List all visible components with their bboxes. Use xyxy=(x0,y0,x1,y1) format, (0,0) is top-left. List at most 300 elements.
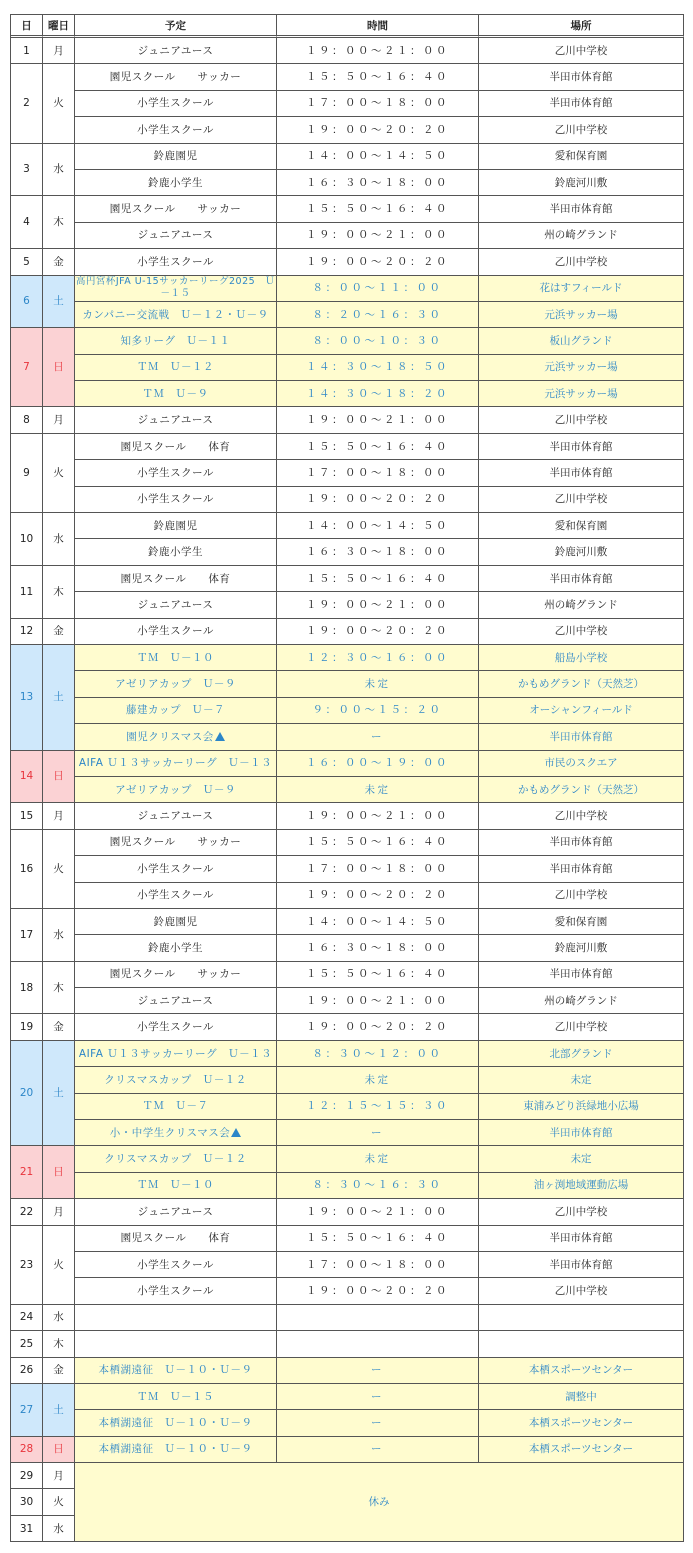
schedule-row xyxy=(11,434,684,460)
schedule-row xyxy=(11,196,684,222)
event-label: 園児スクール 体育 xyxy=(120,572,231,585)
event-cell xyxy=(75,64,277,90)
time-cell xyxy=(277,1331,479,1357)
event-cell xyxy=(75,1278,277,1304)
event-label: AIFA Ｕ１３サッカーリーグ Ｕ－１３ xyxy=(78,757,273,770)
time-cell: 未定 xyxy=(277,1067,479,1093)
place-cell: 半田市体育館 xyxy=(479,856,684,882)
event-label: 鈴鹿園児 xyxy=(153,915,198,928)
event-label: 本栖湖遠征 Ｕ－１０・Ｕ－９ xyxy=(98,1443,253,1456)
event-label: ジュニアユース xyxy=(137,598,214,611)
time-cell: 未定 xyxy=(277,777,479,803)
time-cell: ８：００～１０：３０ xyxy=(277,328,479,354)
schedule-row xyxy=(11,592,684,618)
place-cell: 油ヶ渕地域運動広場 xyxy=(479,1173,684,1199)
time-cell: １５：５０～１６：４０ xyxy=(277,196,479,222)
schedule-row xyxy=(11,249,684,275)
event-label: ＴＭ Ｕ－７ xyxy=(142,1100,209,1113)
event-cell xyxy=(75,935,277,961)
schedule-row xyxy=(11,1146,684,1172)
day-number: 27 xyxy=(11,1384,43,1437)
weekday-cell: 火 xyxy=(43,830,75,909)
event-label: ジュニアユース xyxy=(137,229,214,242)
event-cell xyxy=(75,724,277,750)
day-number: 18 xyxy=(11,962,43,1015)
place-cell: 元浜サッカー場 xyxy=(479,355,684,381)
weekday-cell: 木 xyxy=(43,566,75,619)
weekday-cell: 土 xyxy=(43,645,75,751)
place-cell: 愛和保育園 xyxy=(479,144,684,170)
place-cell: 鈴鹿河川敷 xyxy=(479,539,684,565)
event-label: 鈴鹿小学生 xyxy=(148,176,203,189)
place-cell: 半田市体育館 xyxy=(479,1226,684,1252)
place-cell: 鈴鹿河川敷 xyxy=(479,170,684,196)
day-number: 2 xyxy=(11,64,43,143)
place-cell: 乙川中学校 xyxy=(479,883,684,909)
event-label: 小学生スクール xyxy=(137,1258,214,1271)
event-cell xyxy=(75,223,277,249)
event-cell xyxy=(75,38,277,64)
time-cell: １９：００～２０：２０ xyxy=(277,619,479,645)
day-number: 31 xyxy=(11,1516,43,1542)
schedule-row xyxy=(11,460,684,486)
schedule-row xyxy=(11,1094,684,1120)
day-number: 6 xyxy=(11,276,43,329)
weekday-cell: 火 xyxy=(43,1489,75,1515)
event-label: 鈴鹿小学生 xyxy=(148,941,203,954)
event-cell xyxy=(75,592,277,618)
time-cell: １５：５０～１６：４０ xyxy=(277,1226,479,1252)
day-number: 17 xyxy=(11,909,43,962)
time-cell: ー xyxy=(277,724,479,750)
schedule-row xyxy=(11,407,684,433)
event-label: アゼリアカップ Ｕ－９ xyxy=(115,783,236,796)
event-cell xyxy=(75,460,277,486)
header-row xyxy=(11,15,684,38)
time-cell: ８：３０～１２：００ xyxy=(277,1041,479,1067)
day-number: 14 xyxy=(11,751,43,804)
place-cell: 板山グランド xyxy=(479,328,684,354)
place-cell: 乙川中学校 xyxy=(479,1278,684,1304)
event-cell xyxy=(75,645,277,671)
schedule-row xyxy=(11,1437,684,1463)
time-cell: １９：００～２０：２０ xyxy=(277,883,479,909)
day-number: 11 xyxy=(11,566,43,619)
place-cell: 乙川中学校 xyxy=(479,38,684,64)
event-cell xyxy=(75,1094,277,1120)
header-event: 予定 xyxy=(75,15,277,38)
schedule-row xyxy=(11,487,684,513)
event-cell xyxy=(75,513,277,539)
event-cell xyxy=(75,751,277,777)
place-cell: 元浜サッカー場 xyxy=(479,302,684,328)
place-cell xyxy=(479,1305,684,1331)
place-cell: 北部グランド xyxy=(479,1041,684,1067)
day-number: 25 xyxy=(11,1331,43,1357)
event-cell xyxy=(75,1226,277,1252)
event-label: ＴＭ Ｕ－１０ xyxy=(137,1179,214,1192)
place-cell: 州の崎グランド xyxy=(479,592,684,618)
event-cell xyxy=(75,1041,277,1067)
schedule-row xyxy=(11,513,684,539)
schedule-row xyxy=(11,1120,684,1146)
place-cell: 乙川中学校 xyxy=(479,803,684,829)
schedule-row xyxy=(11,856,684,882)
place-cell: 半田市体育館 xyxy=(479,434,684,460)
schedule-row xyxy=(11,328,684,354)
place-cell: 未定 xyxy=(479,1067,684,1093)
place-cell: 未定 xyxy=(479,1146,684,1172)
event-label: ＴＭ Ｕ－１２ xyxy=(137,361,214,374)
place-cell: 乙川中学校 xyxy=(479,407,684,433)
weekday-cell: 土 xyxy=(43,1041,75,1147)
schedule-row xyxy=(11,381,684,407)
time-cell: １９：００～２０：２０ xyxy=(277,117,479,143)
event-cell xyxy=(75,1410,277,1436)
place-cell xyxy=(479,1331,684,1357)
weekday-cell: 火 xyxy=(43,434,75,513)
day-number: 30 xyxy=(11,1489,43,1515)
day-number: 20 xyxy=(11,1041,43,1147)
event-label: 園児スクール 体育 xyxy=(120,1232,231,1245)
time-cell: １９：００～２１：００ xyxy=(277,38,479,64)
event-label: ジュニアユース xyxy=(137,1205,214,1218)
time-cell: １６：３０～１８：００ xyxy=(277,170,479,196)
place-cell: 半田市体育館 xyxy=(479,1120,684,1146)
place-cell: かもめグランド（天然芝） xyxy=(479,777,684,803)
event-label: アゼリアカップ Ｕ－９ xyxy=(115,678,236,691)
warning-icon xyxy=(215,732,225,741)
event-cell xyxy=(75,170,277,196)
day-number: 15 xyxy=(11,803,43,829)
schedule-row xyxy=(11,1463,684,1489)
day-number: 9 xyxy=(11,434,43,513)
event-cell xyxy=(75,803,277,829)
header-place: 場所 xyxy=(479,15,684,38)
event-label: 本栖湖遠征 Ｕ－１０・Ｕ－９ xyxy=(98,1417,253,1429)
event-cell xyxy=(75,909,277,935)
schedule-row xyxy=(11,223,684,249)
time-cell: １４：００～１４：５０ xyxy=(277,909,479,935)
place-cell: 半田市体育館 xyxy=(479,724,684,750)
time-cell: １５：５０～１６：４０ xyxy=(277,566,479,592)
event-cell xyxy=(75,302,277,328)
time-cell: １９：００～２１：００ xyxy=(277,592,479,618)
event-label: 知多リーグ Ｕ－１１ xyxy=(120,334,231,347)
day-number: 24 xyxy=(11,1305,43,1331)
schedule-row xyxy=(11,170,684,196)
event-cell xyxy=(75,619,277,645)
time-cell: １４：３０～１８：５０ xyxy=(277,355,479,381)
weekday-cell: 金 xyxy=(43,1014,75,1040)
schedule-row xyxy=(11,1173,684,1199)
day-number: 22 xyxy=(11,1199,43,1225)
event-label: 鈴鹿園児 xyxy=(153,150,198,163)
event-label: 鈴鹿園児 xyxy=(153,519,198,532)
schedule-body xyxy=(11,38,684,1542)
schedule-row xyxy=(11,619,684,645)
day-number: 4 xyxy=(11,196,43,249)
schedule-row xyxy=(11,1199,684,1225)
event-cell xyxy=(75,407,277,433)
place-cell: 州の崎グランド xyxy=(479,223,684,249)
schedule-row xyxy=(11,144,684,170)
event-label: 小学生スクール xyxy=(137,255,214,268)
day-number: 8 xyxy=(11,407,43,433)
place-cell: オーシャンフィールド xyxy=(479,698,684,724)
time-cell: １９：００～２１：００ xyxy=(277,803,479,829)
place-cell: 半田市体育館 xyxy=(479,91,684,117)
schedule-row xyxy=(11,64,684,90)
time-cell: １５：５０～１６：４０ xyxy=(277,830,479,856)
event-label: 小学生スクール xyxy=(137,493,214,506)
schedule-row xyxy=(11,1067,684,1093)
place-cell: 調整中 xyxy=(479,1384,684,1410)
event-label: 園児スクール サッカー xyxy=(109,203,242,216)
event-cell xyxy=(75,830,277,856)
schedule-row xyxy=(11,1331,684,1357)
event-cell xyxy=(75,328,277,354)
event-label: 藤建カップ Ｕ－７ xyxy=(126,704,225,717)
holiday-note: 休み xyxy=(75,1463,684,1542)
event-label: 園児クリスマス会 xyxy=(126,730,214,743)
weekday-cell: 月 xyxy=(43,38,75,64)
event-cell xyxy=(75,777,277,803)
event-cell xyxy=(75,566,277,592)
event-label: 小学生スクール xyxy=(137,862,214,875)
day-number: 23 xyxy=(11,1226,43,1305)
weekday-cell: 日 xyxy=(43,328,75,407)
event-cell xyxy=(75,91,277,117)
event-cell xyxy=(75,1199,277,1225)
event-label: 鈴鹿小学生 xyxy=(148,546,203,559)
day-number: 26 xyxy=(11,1358,43,1384)
place-cell: 乙川中学校 xyxy=(479,1014,684,1040)
weekday-cell: 水 xyxy=(43,1305,75,1331)
place-cell: 花はすフィールド xyxy=(479,276,684,302)
place-cell: 本栖スポーツセンター xyxy=(479,1437,684,1463)
event-label: 小学生スクール xyxy=(137,123,214,136)
schedule-row xyxy=(11,935,684,961)
time-cell: ８：００～１１：００ xyxy=(277,276,479,302)
schedule-row xyxy=(11,302,684,328)
time-cell: １７：００～１８：００ xyxy=(277,1252,479,1278)
event-cell xyxy=(75,1384,277,1410)
event-cell xyxy=(75,1146,277,1172)
place-cell: 船島小学校 xyxy=(479,645,684,671)
event-label: AIFA Ｕ１３サッカーリーグ Ｕ－１３ xyxy=(78,1047,273,1060)
event-cell xyxy=(75,671,277,697)
event-label: ＴＭ Ｕ－９ xyxy=(142,387,209,400)
event-cell xyxy=(75,1305,277,1331)
time-cell: １９：００～２０：２０ xyxy=(277,249,479,275)
place-cell: 愛和保育園 xyxy=(479,909,684,935)
weekday-cell: 金 xyxy=(43,249,75,275)
day-number: 12 xyxy=(11,619,43,645)
event-label: ジュニアユース xyxy=(137,810,214,823)
day-number: 13 xyxy=(11,645,43,751)
time-cell: １９：００～２０：２０ xyxy=(277,1014,479,1040)
day-number: 7 xyxy=(11,328,43,407)
schedule-row xyxy=(11,909,684,935)
place-cell: 乙川中学校 xyxy=(479,487,684,513)
weekday-cell: 月 xyxy=(43,1463,75,1489)
weekday-cell: 火 xyxy=(43,64,75,143)
schedule-row xyxy=(11,698,684,724)
time-cell: １６：００～１９：００ xyxy=(277,751,479,777)
event-cell xyxy=(75,1067,277,1093)
time-cell: １６：３０～１８：００ xyxy=(277,935,479,961)
place-cell: 半田市体育館 xyxy=(479,64,684,90)
event-cell xyxy=(75,962,277,988)
time-cell: 未定 xyxy=(277,1146,479,1172)
schedule-row xyxy=(11,1226,684,1252)
event-label: クリスマスカップ Ｕ－１２ xyxy=(104,1153,247,1166)
time-cell: ９：００～１５：２０ xyxy=(277,698,479,724)
weekday-cell: 水 xyxy=(43,513,75,566)
event-cell xyxy=(75,1358,277,1384)
day-number: 10 xyxy=(11,513,43,566)
schedule-row xyxy=(11,566,684,592)
time-cell: １９：００～２１：００ xyxy=(277,407,479,433)
day-number: 19 xyxy=(11,1014,43,1040)
time-cell: １７：００～１８：００ xyxy=(277,460,479,486)
time-cell: １６：３０～１８：００ xyxy=(277,539,479,565)
time-cell: １９：００～２１：００ xyxy=(277,988,479,1014)
header-weekday: 曜日 xyxy=(43,15,75,38)
event-cell xyxy=(75,1331,277,1357)
schedule-row xyxy=(11,1278,684,1304)
place-cell: かもめグランド（天然芝） xyxy=(479,671,684,697)
time-cell: １４：３０～１８：２０ xyxy=(277,381,479,407)
place-cell: 乙川中学校 xyxy=(479,619,684,645)
place-cell: 半田市体育館 xyxy=(479,962,684,988)
place-cell: 半田市体育館 xyxy=(479,830,684,856)
place-cell: 乙川中学校 xyxy=(479,117,684,143)
event-cell xyxy=(75,196,277,222)
weekday-cell: 日 xyxy=(43,1146,75,1199)
event-cell xyxy=(75,381,277,407)
place-cell: 鈴鹿河川敷 xyxy=(479,935,684,961)
event-label: クリスマスカップ Ｕ－１２ xyxy=(104,1073,247,1086)
schedule-row xyxy=(11,1305,684,1331)
place-cell: 半田市体育館 xyxy=(479,566,684,592)
event-cell xyxy=(75,117,277,143)
weekday-cell: 土 xyxy=(43,1384,75,1437)
place-cell: 乙川中学校 xyxy=(479,249,684,275)
schedule-row xyxy=(11,883,684,909)
warning-icon xyxy=(231,1128,241,1137)
event-cell xyxy=(75,487,277,513)
time-cell: １９：００～２１：００ xyxy=(277,223,479,249)
day-number: 29 xyxy=(11,1463,43,1489)
event-label: 小学生スクール xyxy=(137,466,214,479)
time-cell: １９：００～２１：００ xyxy=(277,1199,479,1225)
schedule-row xyxy=(11,355,684,381)
time-cell: ー xyxy=(277,1384,479,1410)
event-cell xyxy=(75,1437,277,1463)
schedule-table xyxy=(10,14,684,1542)
schedule-row xyxy=(11,91,684,117)
place-cell: 本栖スポーツセンター xyxy=(479,1358,684,1384)
event-label: ジュニアユース xyxy=(137,994,214,1007)
schedule-row xyxy=(11,803,684,829)
place-cell: 乙川中学校 xyxy=(479,1199,684,1225)
event-label: 小学生スクール xyxy=(137,625,214,638)
event-cell xyxy=(75,1252,277,1278)
event-label: ＴＭ Ｕ－１０ xyxy=(137,651,214,664)
schedule-row xyxy=(11,777,684,803)
time-cell: １７：００～１８：００ xyxy=(277,91,479,117)
event-label: カンパニー交流戦 Ｕ－１２・Ｕ－９ xyxy=(82,308,269,321)
time-cell: １５：５０～１６：４０ xyxy=(277,434,479,460)
time-cell: １２：３０～１６：００ xyxy=(277,645,479,671)
place-cell: 市民のスクエア xyxy=(479,751,684,777)
place-cell: 州の崎グランド xyxy=(479,988,684,1014)
schedule-row xyxy=(11,1041,684,1067)
weekday-cell: 月 xyxy=(43,407,75,433)
weekday-cell: 木 xyxy=(43,196,75,249)
weekday-cell: 水 xyxy=(43,909,75,962)
event-label: ＴＭ Ｕ－１５ xyxy=(137,1390,214,1403)
event-cell xyxy=(75,355,277,381)
time-cell: １７：００～１８：００ xyxy=(277,856,479,882)
event-cell xyxy=(75,883,277,909)
event-cell xyxy=(75,1120,277,1146)
schedule-row xyxy=(11,1384,684,1410)
weekday-cell: 火 xyxy=(43,1226,75,1305)
schedule-row xyxy=(11,988,684,1014)
place-cell: 半田市体育館 xyxy=(479,1252,684,1278)
schedule-row xyxy=(11,1252,684,1278)
time-cell: ８：３０～１６：３０ xyxy=(277,1173,479,1199)
place-cell: 東浦みどり浜緑地小広場 xyxy=(479,1094,684,1120)
event-cell xyxy=(75,698,277,724)
day-number: 3 xyxy=(11,144,43,197)
event-label: 小学生スクール xyxy=(137,97,214,110)
event-cell xyxy=(75,1173,277,1199)
time-cell: ー xyxy=(277,1358,479,1384)
weekday-cell: 月 xyxy=(43,803,75,829)
day-number: 1 xyxy=(11,38,43,64)
time-cell xyxy=(277,1305,479,1331)
place-cell: 元浜サッカー場 xyxy=(479,381,684,407)
time-cell: ー xyxy=(277,1410,479,1436)
event-label: 園児スクール サッカー xyxy=(109,71,242,84)
schedule-row xyxy=(11,1014,684,1040)
schedule-row xyxy=(11,962,684,988)
schedule-row xyxy=(11,117,684,143)
weekday-cell: 木 xyxy=(43,962,75,1015)
schedule-row xyxy=(11,1410,684,1436)
day-number: 21 xyxy=(11,1146,43,1199)
time-cell: ８：２０～１６：３０ xyxy=(277,302,479,328)
time-cell: ー xyxy=(277,1437,479,1463)
schedule-row xyxy=(11,539,684,565)
event-label: 小学生スクール xyxy=(137,1021,214,1034)
event-cell xyxy=(75,434,277,460)
event-label: 小学生スクール xyxy=(137,1285,214,1298)
weekday-cell: 金 xyxy=(43,619,75,645)
event-label: ジュニアユース xyxy=(137,44,214,57)
event-cell xyxy=(75,144,277,170)
event-label: 高円宮杯JFA U-15サッカーリーグ2025 Ｕ－１５ xyxy=(75,276,276,300)
weekday-cell: 水 xyxy=(43,144,75,197)
schedule-row xyxy=(11,724,684,750)
weekday-cell: 水 xyxy=(43,1516,75,1542)
day-number: 16 xyxy=(11,830,43,909)
time-cell: １９：００～２０：２０ xyxy=(277,487,479,513)
